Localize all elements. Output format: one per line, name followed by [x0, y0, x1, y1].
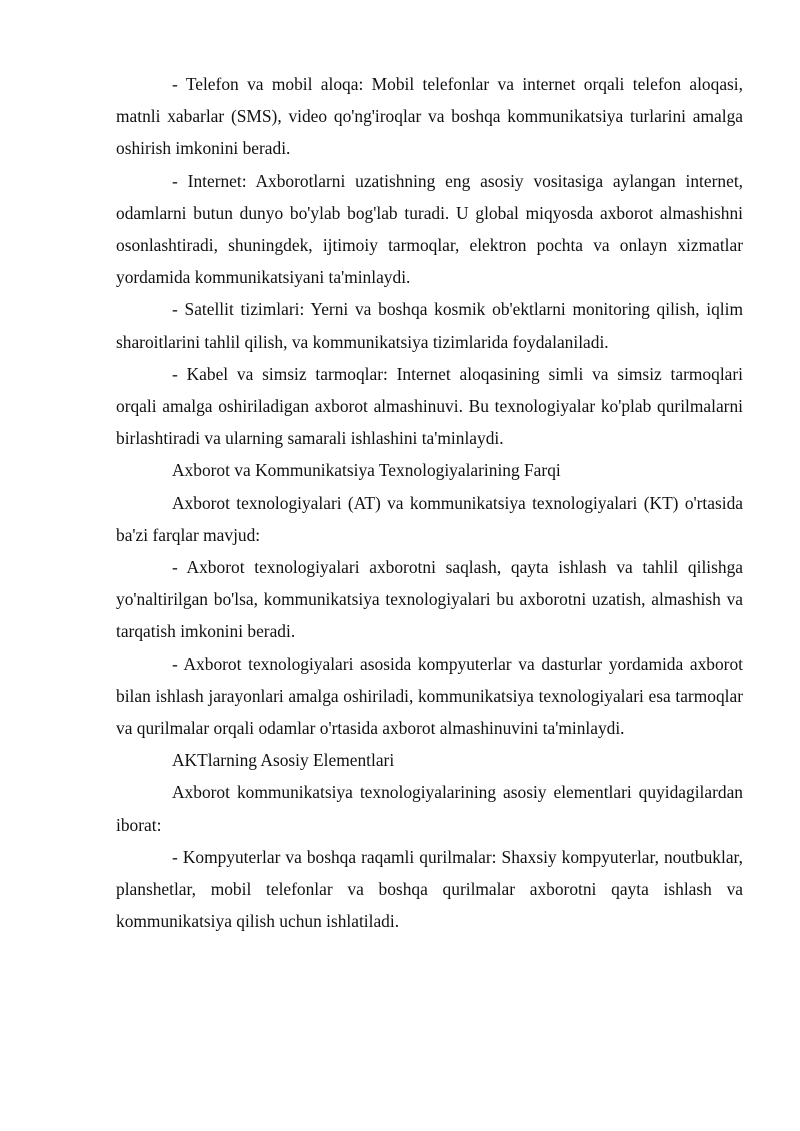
paragraph-farq-1: - Axborot texnologiyalari axborotni saqlash, qayta ishlash va tahlil qilishga yo'naltirilgan bo'lsa, kommunikatsiya texnologiyalari bu axborotni uzatish, almashish va tarqatish imkonini beradi. — [116, 557, 743, 642]
paragraph-kabel-simsiz-tarmoqlar: - Kabel va simsiz tarmoqlar: Internet aloqasining simli va simsiz tarmoqlari orqali amalga oshiriladigan axborot almashinuvi. Bu texnologiyalar ko'plab qurilmalarni birlashtiradi va ularning samarali ishlashini ta'minlaydi. — [116, 363, 743, 449]
section-heading-elementlari: AKTlarning Asosiy Elementlari — [172, 750, 395, 771]
section-heading-farqi: Axborot va Kommunikatsiya Texnologiyalarining Farqi — [172, 460, 561, 481]
paragraph-telefon-mobil-aloqa: - Telefon va mobil aloqa: Mobil telefonlar va internet orqali telefon aloqasi, matnli xabarlar (SMS), video qo'ng'iroqlar va boshqa kommunikatsiya turlarini amalga oshirish imkonini beradi. — [116, 74, 743, 159]
paragraph-kompyuterlar: - Kompyuterlar va boshqa raqamli qurilmalar: Shaxsiy kompyuterlar, noutbuklar, planshetlar, mobil telefonlar va boshqa qurilmalar axborotni qayta ishlash va kommunikatsiya qilish uchun ishlatiladi. — [116, 846, 743, 932]
paragraph-farq-2: - Axborot texnologiyalari asosida kompyuterlar va dasturlar yordamida axborot bilan ishlash jarayonlari amalga oshiriladi, kommunikatsiya texnologiyalari esa tarmoqlar va qurilmalar orqali odamlar o'rtasida axborot almashinuvini ta'minlaydi. — [116, 653, 743, 739]
paragraph-elementlar-intro: Axborot kommunikatsiya texnologiyalarining asosiy elementlari quyidagilardan iborat: — [116, 782, 743, 835]
paragraph-satellit-tizimlari: - Satellit tizimlari: Yerni va boshqa kosmik ob'ektlarni monitoring qilish, iqlim sharoitlarini tahlil qilish, va kommunikatsiya tizimlarida foydalaniladi. — [116, 299, 743, 352]
paragraph-internet: - Internet: Axborotlarni uzatishning eng asosiy vositasiga aylangan internet, odamlarni butun dunyo bo'ylab bog'lab turadi. U global miqyosda axborot almashishni osonlashtiradi, shuningdek, ijtimoiy tarmoqlar, elektron pochta va onlayn xizmatlar yordamida kommunikatsiyani ta'minlaydi. — [116, 170, 743, 288]
paragraph-farqlar-intro: Axborot texnologiyalari (AT) va kommunikatsiya texnologiyalari (KT) o'rtasida ba'zi farqlar mavjud: — [116, 492, 743, 545]
document-body — [116, 68, 743, 937]
